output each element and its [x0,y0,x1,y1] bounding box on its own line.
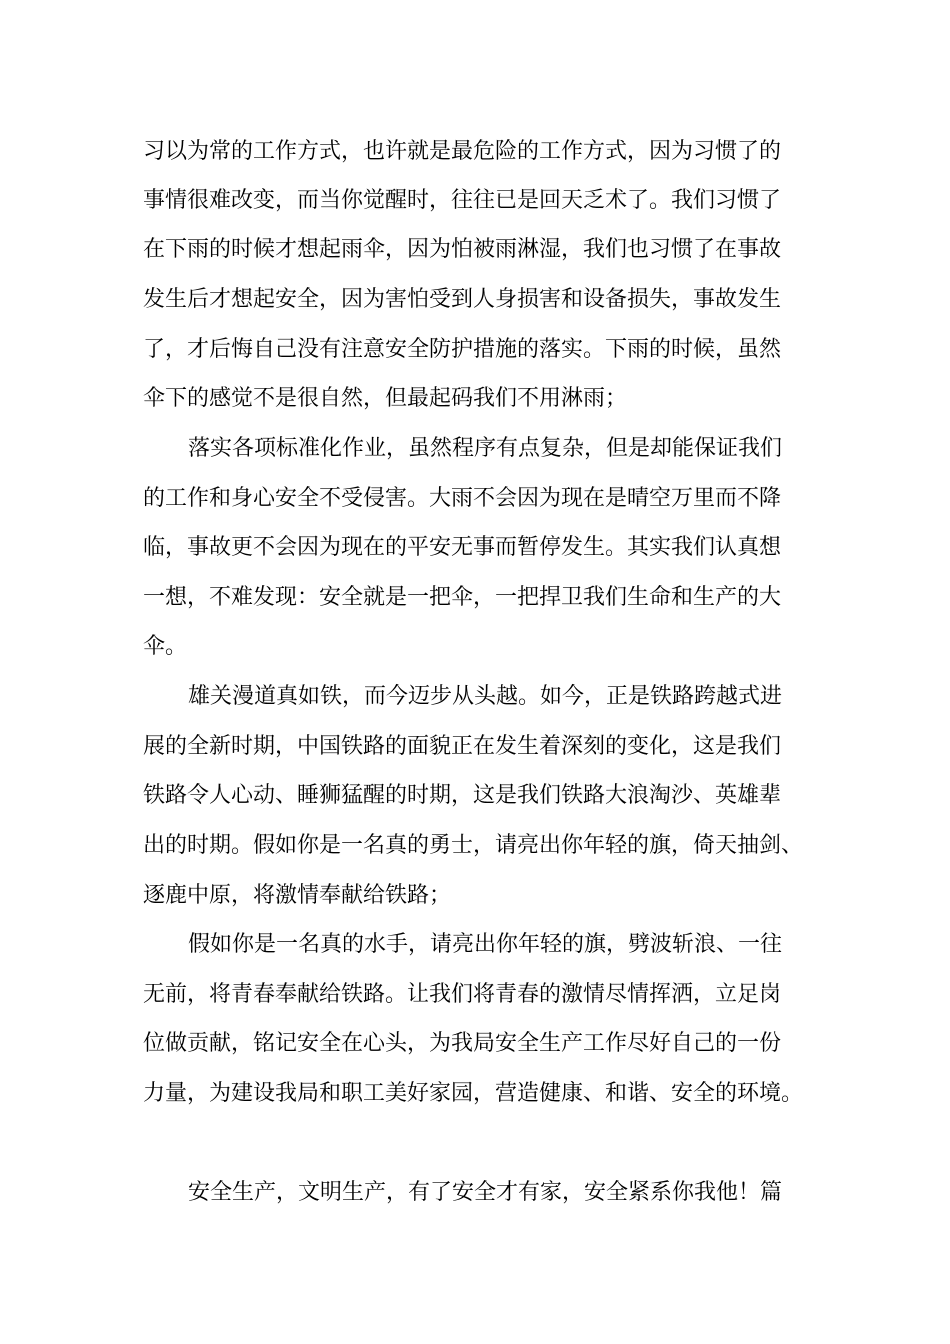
text-line: 逐鹿中原，将激情奉献给铁路； [143,883,452,908]
text-line: 铁路令人心动、睡狮猛醒的时期，这是我们铁路大浪淘沙、英雄辈 [143,783,782,808]
text-line: 发生后才想起安全，因为害怕受到人身损害和设备损失，事故发生 [143,287,782,312]
text-line: 雄关漫道真如铁，而今迈步从头越。如今，正是铁路跨越式进 [188,684,783,709]
text-line: 伞下的感觉不是很自然，但最起码我们不用淋雨； [143,386,628,411]
text-line: 的工作和身心安全不受侵害。大雨不会因为现在是晴空万里而不降 [143,486,782,511]
text-line: 无前，将青春奉献给铁路。让我们将青春的激情尽情挥洒，立足岗 [143,982,782,1007]
text-line: 一想，不难发现：安全就是一把伞，一把捍卫我们生命和生产的大 [143,585,782,610]
text-line: 展的全新时期，中国铁路的面貌正在发生着深刻的变化，这是我们 [143,734,782,759]
text-line: 出的时期。假如你是一名真的勇士，请亮出你年轻的旗，倚天抽剑、 [143,833,804,858]
text-line: 伞。 [143,634,188,659]
text-line: 安全生产，文明生产，有了安全才有家，安全紧系你我他！篇 [188,1180,783,1205]
text-line: 在下雨的时候才想起雨伞，因为怕被雨淋湿，我们也习惯了在事故 [143,237,782,262]
text-line: 力量，为建设我局和职工美好家园，营造健康、和谐、安全的环境。 [143,1081,804,1106]
text-line: 位做贡献，铭记安全在心头，为我局安全生产工作尽好自己的一份 [143,1031,782,1056]
text-line: 临，事故更不会因为现在的平安无事而暂停发生。其实我们认真想 [143,535,782,560]
text-line: 落实各项标准化作业，虽然程序有点复杂，但是却能保证我们 [188,436,783,461]
text-line: 事情很难改变，而当你觉醒时，往往已是回天乏术了。我们习惯了 [143,188,782,213]
text-line: 习以为常的工作方式，也许就是最危险的工作方式，因为习惯了的 [143,139,782,164]
text-line: 了，才后悔自己没有注意安全防护措施的落实。下雨的时候，虽然 [143,337,782,362]
text-line: 假如你是一名真的水手，请亮出你年轻的旗，劈波斩浪、一往 [188,932,783,957]
